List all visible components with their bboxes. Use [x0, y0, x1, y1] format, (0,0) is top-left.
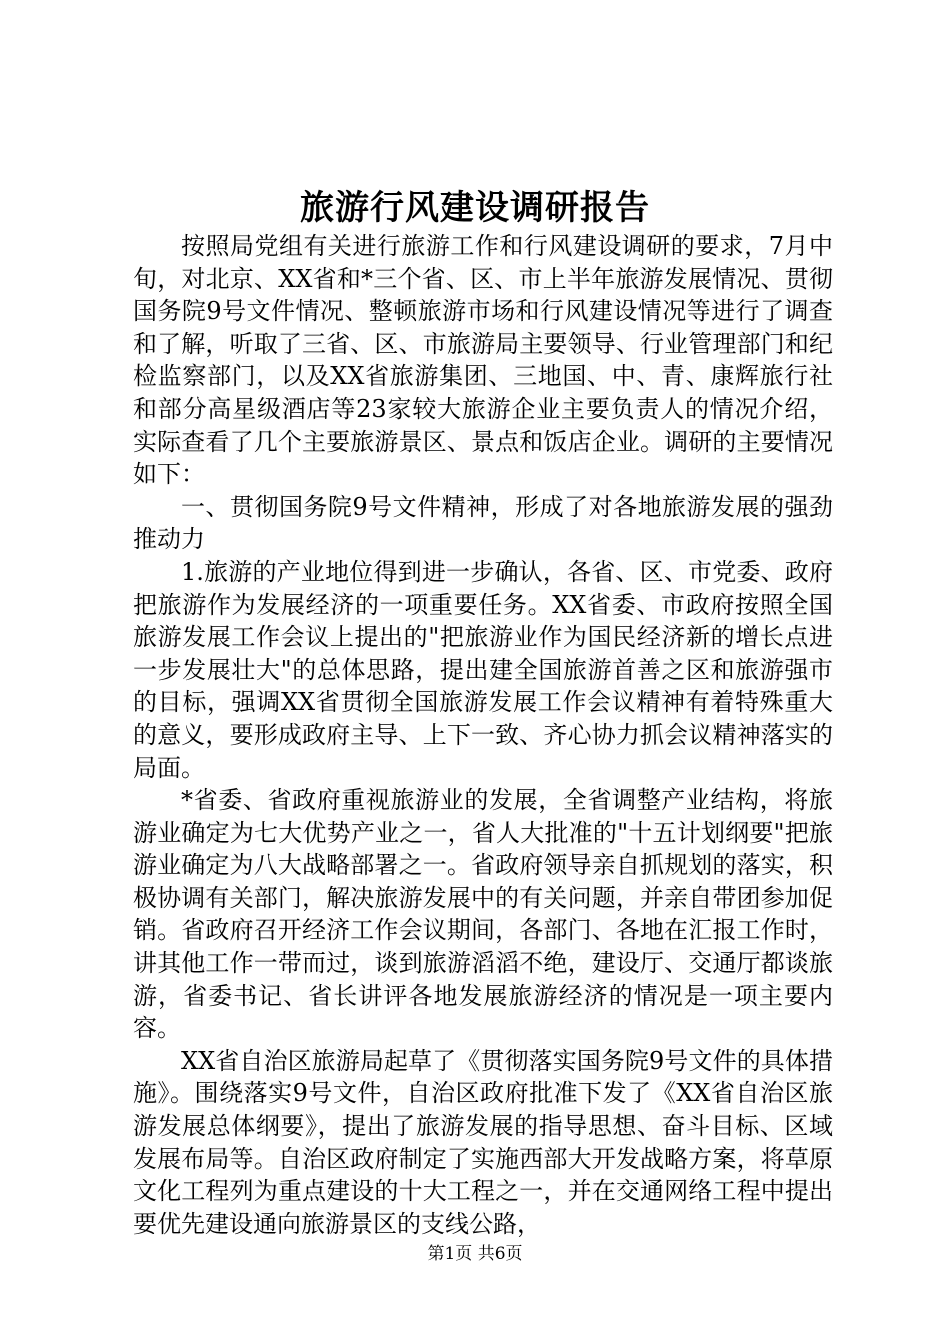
paragraph-province: *省委、省政府重视旅游业的发展，全省调整产业结构，将旅游业确定为七大优势产业之一，省人大批准的"十五计划纲要"把旅游业确定为八大战略部署之一。省政府领导亲自抓规划的落实，积极协调有关部门，解决旅游发展中的有关问题，并亲自带团参加促销。省政府召开经济工作会议期间，各部门、各地在汇报工作时，讲其他工作一带而过，谈到旅游滔滔不绝，建设厅、交通厅都谈旅游，省委书记、省长讲评各地发展旅游经济的情况是一项主要内容。 — [133, 786, 833, 1043]
page-number-footer: 第1页 共6页 — [427, 1244, 523, 1264]
paragraph-section-heading: 一、贯彻国务院9号文件精神，形成了对各地旅游发展的强劲推动力 — [133, 492, 833, 554]
document-title: 旅游行风建设调研报告 — [300, 188, 650, 228]
document-body — [133, 230, 833, 1240]
paragraph-intro: 按照局党组有关进行旅游工作和行风建设调研的要求，7月中旬，对北京、XX省和*三个省、区、市上半年旅游发展情况、贯彻国务院9号文件情况、整顿旅游市场和行风建设情况等进行了调查和了解，听取了三省、区、市旅游局主要领导、行业管理部门和纪检监察部门，以及XX省旅游集团、三地国、中、青、康辉旅行社和部分高星级酒店等23家较大旅游企业主要负责人的情况介绍，实际查看了几个主要旅游景区、景点和饭店企业。调研的主要情况如下： — [133, 232, 833, 489]
paragraph-autonomous-region: XX省自治区旅游局起草了《贯彻落实国务院9号文件的具体措施》。围绕落实9号文件，自治区政府批准下发了《XX省自治区旅游发展总体纲要》，提出了旅游发展的指导思想、奋斗目标、区域发展布局等。自治区政府制定了实施西部大开发战略方案，将草原文化工程列为重点建设的十大工程之一，并在交通网络工程中提出要优先建设通向旅游景区的支线公路， — [133, 1046, 833, 1238]
paragraph-item-1: 1.旅游的产业地位得到进一步确认，各省、区、市党委、政府把旅游作为发展经济的一项重要任务。XX省委、市政府按照全国旅游发展工作会议上提出的"把旅游业作为国民经济新的增长点进一步发展壮大"的总体思路，提出建全国旅游首善之区和旅游强市的目标，强调XX省贯彻全国旅游发展工作会议精神有着特殊重大的意义，要形成政府主导、上下一致、齐心协力抓会议精神落实的局面。 — [133, 557, 833, 782]
